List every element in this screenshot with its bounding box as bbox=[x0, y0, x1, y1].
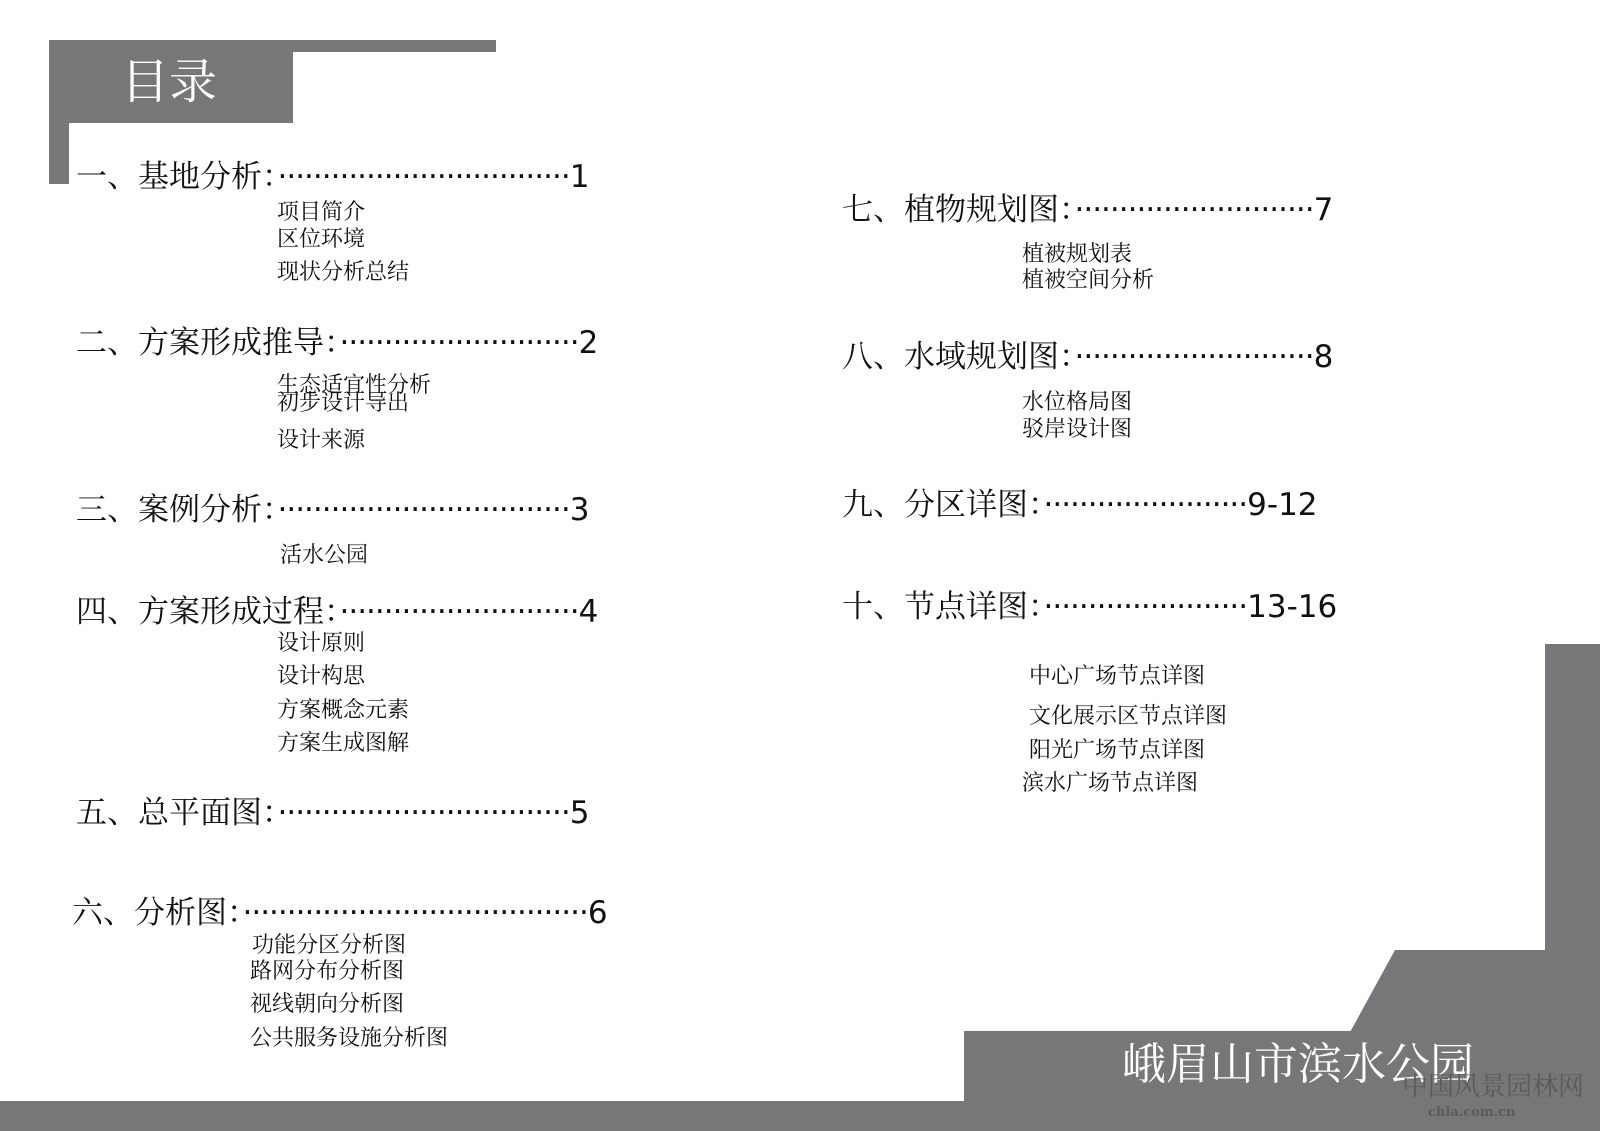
watermark bbox=[1398, 1072, 1588, 1124]
section-heading: 九、分区详图： bbox=[842, 487, 1044, 523]
leader-dots: ··························· bbox=[339, 594, 579, 630]
toc-item: 设计原则 bbox=[277, 631, 366, 656]
toc-section-7 bbox=[842, 192, 1334, 228]
toc-section-4 bbox=[76, 594, 599, 630]
toc-item: 设计来源 bbox=[277, 428, 366, 453]
toc-item: 功能分区分析图 bbox=[252, 933, 407, 958]
leader-dots: ··························· bbox=[339, 325, 579, 361]
toc-item: 设计构思 bbox=[277, 664, 366, 689]
section-heading: 三、案例分析： bbox=[76, 492, 278, 528]
page-number: 6 bbox=[587, 895, 608, 931]
section-heading: 六、分析图： bbox=[72, 895, 243, 931]
page-number: 1 bbox=[569, 159, 590, 195]
section-heading: 八、水域规划图： bbox=[842, 339, 1075, 375]
watermark-url: chla.com.cn bbox=[1428, 1105, 1516, 1120]
toc-item: 活水公园 bbox=[280, 543, 369, 568]
page-title: 目录 bbox=[121, 54, 218, 110]
toc-section-3 bbox=[76, 492, 590, 528]
page-number: 7 bbox=[1313, 192, 1334, 228]
page-number: 4 bbox=[578, 594, 599, 630]
leader-dots: ································· bbox=[277, 159, 570, 195]
footer-title: 峨眉山市滨水公园 bbox=[1122, 1039, 1474, 1090]
leader-dots: ······································· bbox=[242, 895, 588, 931]
toc-section-5 bbox=[76, 795, 590, 831]
toc-item: 视线朝向分析图 bbox=[250, 992, 405, 1017]
toc-section-6 bbox=[72, 895, 608, 931]
toc-section-8 bbox=[842, 339, 1334, 375]
toc-item: 现状分析总结 bbox=[277, 260, 410, 285]
toc-section-1 bbox=[76, 159, 590, 195]
section-heading: 五、总平面图： bbox=[76, 795, 278, 831]
toc-item: 植被空间分析 bbox=[1022, 268, 1155, 293]
leader-dots: ··························· bbox=[1074, 339, 1314, 375]
page-number: 8 bbox=[1313, 339, 1334, 375]
page-number: 2 bbox=[578, 325, 599, 361]
watermark-logo-text: 中国风景园林网 bbox=[1402, 1072, 1585, 1102]
toc-item: 植被规划表 bbox=[1022, 242, 1133, 267]
leader-dots: ··························· bbox=[1074, 192, 1314, 228]
toc-item: 初步设计导出 bbox=[277, 391, 410, 416]
toc-item: 公共服务设施分析图 bbox=[250, 1026, 449, 1051]
page-number: 3 bbox=[569, 492, 590, 528]
toc-item: 方案生成图解 bbox=[277, 731, 410, 756]
toc-item: 驳岸设计图 bbox=[1022, 417, 1133, 442]
toc-item: 水位格局图 bbox=[1022, 390, 1133, 415]
toc-item: 文化展示区节点详图 bbox=[1029, 704, 1228, 729]
toc-item: 阳光广场节点详图 bbox=[1029, 738, 1206, 763]
toc-section-9 bbox=[842, 487, 1318, 523]
bottom-strip bbox=[0, 1101, 1600, 1131]
leader-dots: ······················· bbox=[1043, 589, 1248, 625]
page-number: 9-12 bbox=[1247, 487, 1318, 523]
leader-dots: ································· bbox=[277, 492, 570, 528]
section-heading: 七、植物规划图： bbox=[842, 192, 1075, 228]
header-title-box bbox=[49, 40, 293, 123]
toc-item: 路网分布分析图 bbox=[250, 959, 405, 984]
section-heading: 十、节点详图： bbox=[842, 589, 1044, 625]
toc-item: 滨水广场节点详图 bbox=[1022, 771, 1199, 796]
page-number: 5 bbox=[569, 795, 590, 831]
section-heading: 二、方案形成推导： bbox=[76, 325, 340, 361]
section-heading: 一、基地分析： bbox=[76, 159, 278, 195]
toc-item: 方案概念元素 bbox=[277, 698, 410, 723]
toc-item: 项目简介 bbox=[277, 200, 366, 225]
toc-item: 中心广场节点详图 bbox=[1029, 664, 1206, 689]
page-number: 13-16 bbox=[1247, 589, 1338, 625]
toc-item: 区位环境 bbox=[277, 227, 366, 252]
toc-item: 生态适宜性分析 bbox=[277, 373, 432, 398]
leader-dots: ································· bbox=[277, 795, 570, 831]
toc-section-2 bbox=[76, 325, 599, 361]
leader-dots: ······················· bbox=[1043, 487, 1248, 523]
section-heading: 四、方案形成过程： bbox=[76, 594, 340, 630]
toc-section-10 bbox=[842, 589, 1338, 625]
